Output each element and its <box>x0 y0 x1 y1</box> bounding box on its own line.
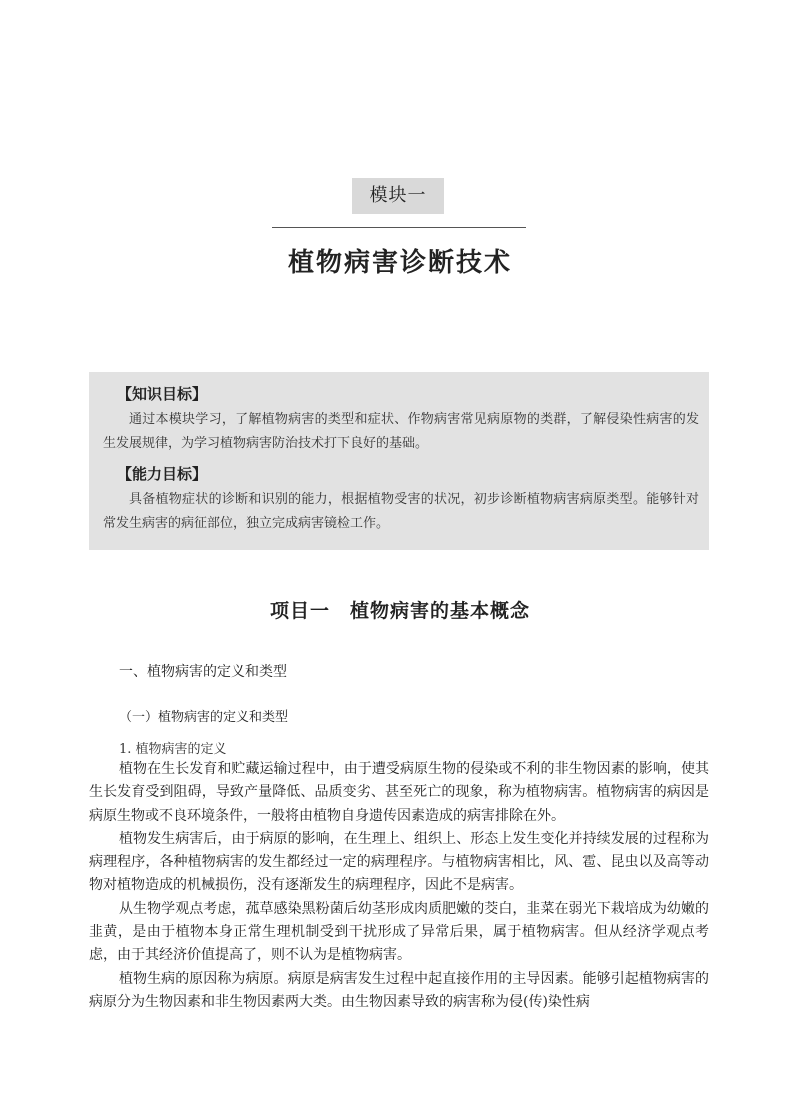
paragraph: 植物生病的原因称为病原。病原是病害发生过程中起直接作用的主导因素。能够引起植物病害的病原分为生物因素和非生物因素两大类。由生物因素导致的病害称为侵(传)染性病 <box>89 970 709 1010</box>
paragraph: 植物在生长发育和贮藏运输过程中，由于遭受病原生物的侵染或不利的非生物因素的影响，使其生长发育受到阻碍，导致产量降低、品质变劣、甚至死亡的现象，称为植物病害。植物病害的病因是病原生物或不良环境条件，一般将由植物自身遗传因素造成的病害排除在外。 <box>89 761 709 824</box>
subsubsection-heading: 1. 植物病害的定义 <box>119 742 227 757</box>
module-label: 模块一 <box>352 178 444 214</box>
module-title: 植物病害诊断技术 <box>287 248 512 278</box>
learning-goals-box <box>89 372 709 550</box>
knowledge-goal-text: 通过本模块学习，了解植物病害的类型和症状、作物病害常见病原物的类群，了解侵染性病害的发生发展规律，为学习植物病害防治技术打下良好的基础。 <box>103 412 699 451</box>
ability-goal-heading: 【能力目标】 <box>117 465 208 483</box>
paragraph: 从生物学观点考虑，菰草感染黑粉菌后幼茎形成肉质肥嫩的茭白，韭菜在弱光下栽培成为幼嫩的韭黄，是由于植物本身正常生理机制受到干扰形成了异常后果，属于植物病害。但从经济学观点考虑，由于其经济价值提高了，则不认为是植物病害。 <box>89 900 709 964</box>
ability-goal-text: 具备植物症状的诊断和识别的能力，根据植物受害的状况，初步诊断植物病害病原类型。能够针对常发生病害的病征部位，独立完成病害镜检工作。 <box>103 492 699 531</box>
paragraph: 植物发生病害后，由于病原的影响，在生理上、组织上、形态上发生变化并持续发展的过程称为病理程序，各种植物病害的发生都经过一定的病理程序。与植物病害相比，风、雹、昆虫以及高等动物对植物造成的机械损伤，没有逐渐发生的病理程序，因此不是病害。 <box>89 830 709 894</box>
knowledge-goal-heading: 【知识目标】 <box>117 385 208 403</box>
title-divider <box>272 227 526 228</box>
subsection-heading: （一）植物病害的定义和类型 <box>119 710 289 725</box>
body-text <box>89 758 709 1014</box>
project-title: 项目一 植物病害的基本概念 <box>269 600 530 622</box>
section-heading: 一、植物病害的定义和类型 <box>119 664 287 680</box>
